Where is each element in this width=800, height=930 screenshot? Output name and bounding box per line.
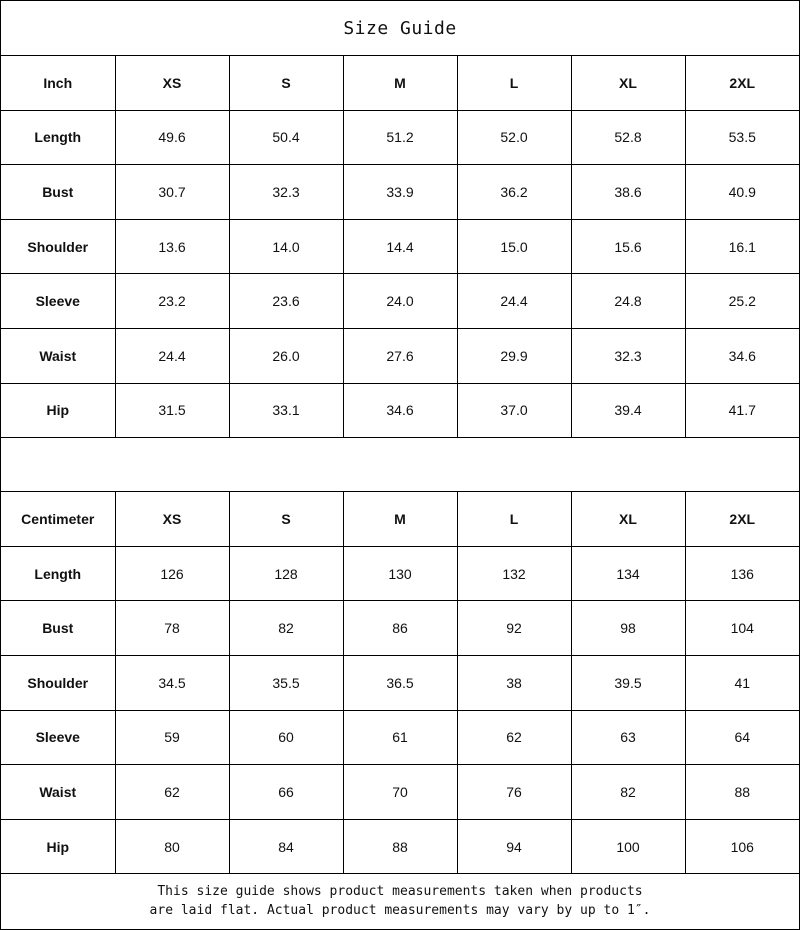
size-header: L bbox=[457, 56, 571, 110]
centimeter-size-table bbox=[1, 492, 799, 874]
size-header: M bbox=[343, 492, 457, 546]
table-row bbox=[1, 383, 799, 438]
measurement-value: 31.5 bbox=[115, 383, 229, 438]
size-header: S bbox=[229, 56, 343, 110]
measurement-label: Hip bbox=[1, 819, 115, 874]
measurement-value: 13.6 bbox=[115, 219, 229, 274]
measurement-value: 34.6 bbox=[685, 328, 799, 383]
measurement-value: 126 bbox=[115, 546, 229, 601]
table-row bbox=[1, 328, 799, 383]
measurement-value: 26.0 bbox=[229, 328, 343, 383]
measurement-label: Waist bbox=[1, 328, 115, 383]
measurement-value: 41 bbox=[685, 655, 799, 710]
measurement-value: 136 bbox=[685, 546, 799, 601]
measurement-value: 78 bbox=[115, 601, 229, 656]
measurement-value: 41.7 bbox=[685, 383, 799, 438]
measurement-label: Shoulder bbox=[1, 655, 115, 710]
measurement-value: 86 bbox=[343, 601, 457, 656]
measurement-label: Length bbox=[1, 546, 115, 601]
table-row bbox=[1, 219, 799, 274]
measurement-label: Hip bbox=[1, 383, 115, 438]
measurement-label: Bust bbox=[1, 165, 115, 220]
footnote-line-1: This size guide shows product measurements taken when products bbox=[157, 884, 643, 900]
measurement-value: 33.1 bbox=[229, 383, 343, 438]
measurement-value: 63 bbox=[571, 710, 685, 765]
table-row bbox=[1, 601, 799, 656]
measurement-value: 24.0 bbox=[343, 274, 457, 329]
measurement-value: 100 bbox=[571, 819, 685, 874]
measurement-value: 38 bbox=[457, 655, 571, 710]
measurement-value: 23.6 bbox=[229, 274, 343, 329]
table-header-row bbox=[1, 492, 799, 546]
measurement-value: 130 bbox=[343, 546, 457, 601]
size-header: M bbox=[343, 56, 457, 110]
size-header: 2XL bbox=[685, 492, 799, 546]
measurement-value: 49.6 bbox=[115, 110, 229, 165]
measurement-value: 128 bbox=[229, 546, 343, 601]
measurement-value: 132 bbox=[457, 546, 571, 601]
measurement-value: 60 bbox=[229, 710, 343, 765]
measurement-label: Sleeve bbox=[1, 274, 115, 329]
measurement-value: 66 bbox=[229, 765, 343, 820]
unit-label: Centimeter bbox=[1, 492, 115, 546]
measurement-value: 84 bbox=[229, 819, 343, 874]
table-row bbox=[1, 546, 799, 601]
measurement-label: Waist bbox=[1, 765, 115, 820]
measurement-value: 33.9 bbox=[343, 165, 457, 220]
measurement-label: Shoulder bbox=[1, 219, 115, 274]
measurement-value: 30.7 bbox=[115, 165, 229, 220]
measurement-value: 50.4 bbox=[229, 110, 343, 165]
measurement-value: 36.5 bbox=[343, 655, 457, 710]
measurement-value: 27.6 bbox=[343, 328, 457, 383]
measurement-value: 36.2 bbox=[457, 165, 571, 220]
table-row bbox=[1, 710, 799, 765]
measurement-value: 70 bbox=[343, 765, 457, 820]
measurement-value: 34.6 bbox=[343, 383, 457, 438]
measurement-value: 34.5 bbox=[115, 655, 229, 710]
measurement-value: 39.4 bbox=[571, 383, 685, 438]
table-separator bbox=[1, 438, 799, 492]
measurement-value: 39.5 bbox=[571, 655, 685, 710]
size-header: L bbox=[457, 492, 571, 546]
size-header: S bbox=[229, 492, 343, 546]
size-header: XS bbox=[115, 56, 229, 110]
measurement-value: 24.4 bbox=[457, 274, 571, 329]
measurement-value: 62 bbox=[115, 765, 229, 820]
measurement-value: 80 bbox=[115, 819, 229, 874]
measurement-label: Sleeve bbox=[1, 710, 115, 765]
measurement-value: 88 bbox=[343, 819, 457, 874]
measurement-value: 40.9 bbox=[685, 165, 799, 220]
measurement-value: 38.6 bbox=[571, 165, 685, 220]
measurement-value: 94 bbox=[457, 819, 571, 874]
size-header: XL bbox=[571, 56, 685, 110]
measurement-value: 134 bbox=[571, 546, 685, 601]
measurement-value: 24.8 bbox=[571, 274, 685, 329]
table-row bbox=[1, 765, 799, 820]
size-header: XL bbox=[571, 492, 685, 546]
measurement-value: 52.0 bbox=[457, 110, 571, 165]
unit-label: Inch bbox=[1, 56, 115, 110]
measurement-value: 51.2 bbox=[343, 110, 457, 165]
measurement-label: Bust bbox=[1, 601, 115, 656]
measurement-value: 52.8 bbox=[571, 110, 685, 165]
measurement-value: 62 bbox=[457, 710, 571, 765]
measurement-value: 15.0 bbox=[457, 219, 571, 274]
measurement-value: 15.6 bbox=[571, 219, 685, 274]
measurement-value: 98 bbox=[571, 601, 685, 656]
measurement-value: 104 bbox=[685, 601, 799, 656]
measurement-value: 37.0 bbox=[457, 383, 571, 438]
measurement-value: 64 bbox=[685, 710, 799, 765]
size-header: XS bbox=[115, 492, 229, 546]
measurement-value: 23.2 bbox=[115, 274, 229, 329]
measurement-value: 25.2 bbox=[685, 274, 799, 329]
measurement-value: 29.9 bbox=[457, 328, 571, 383]
table-row bbox=[1, 165, 799, 220]
table-row bbox=[1, 655, 799, 710]
measurement-value: 88 bbox=[685, 765, 799, 820]
measurement-value: 32.3 bbox=[571, 328, 685, 383]
measurement-value: 82 bbox=[571, 765, 685, 820]
table-row bbox=[1, 274, 799, 329]
measurement-value: 32.3 bbox=[229, 165, 343, 220]
measurement-value: 92 bbox=[457, 601, 571, 656]
footnote-line-2: are laid flat. Actual product measurements may vary by up to 1″. bbox=[149, 903, 651, 919]
measurement-value: 53.5 bbox=[685, 110, 799, 165]
table-header-row bbox=[1, 56, 799, 110]
measurement-value: 61 bbox=[343, 710, 457, 765]
measurement-label: Length bbox=[1, 110, 115, 165]
measurement-footnote bbox=[1, 874, 799, 928]
measurement-value: 82 bbox=[229, 601, 343, 656]
measurement-value: 14.0 bbox=[229, 219, 343, 274]
table-row bbox=[1, 110, 799, 165]
measurement-value: 106 bbox=[685, 819, 799, 874]
size-header: 2XL bbox=[685, 56, 799, 110]
measurement-value: 24.4 bbox=[115, 328, 229, 383]
table-row bbox=[1, 819, 799, 874]
inch-size-table bbox=[1, 56, 799, 438]
measurement-value: 35.5 bbox=[229, 655, 343, 710]
measurement-value: 76 bbox=[457, 765, 571, 820]
measurement-value: 16.1 bbox=[685, 219, 799, 274]
measurement-value: 59 bbox=[115, 710, 229, 765]
measurement-value: 14.4 bbox=[343, 219, 457, 274]
size-guide-title: Size Guide bbox=[1, 1, 799, 56]
